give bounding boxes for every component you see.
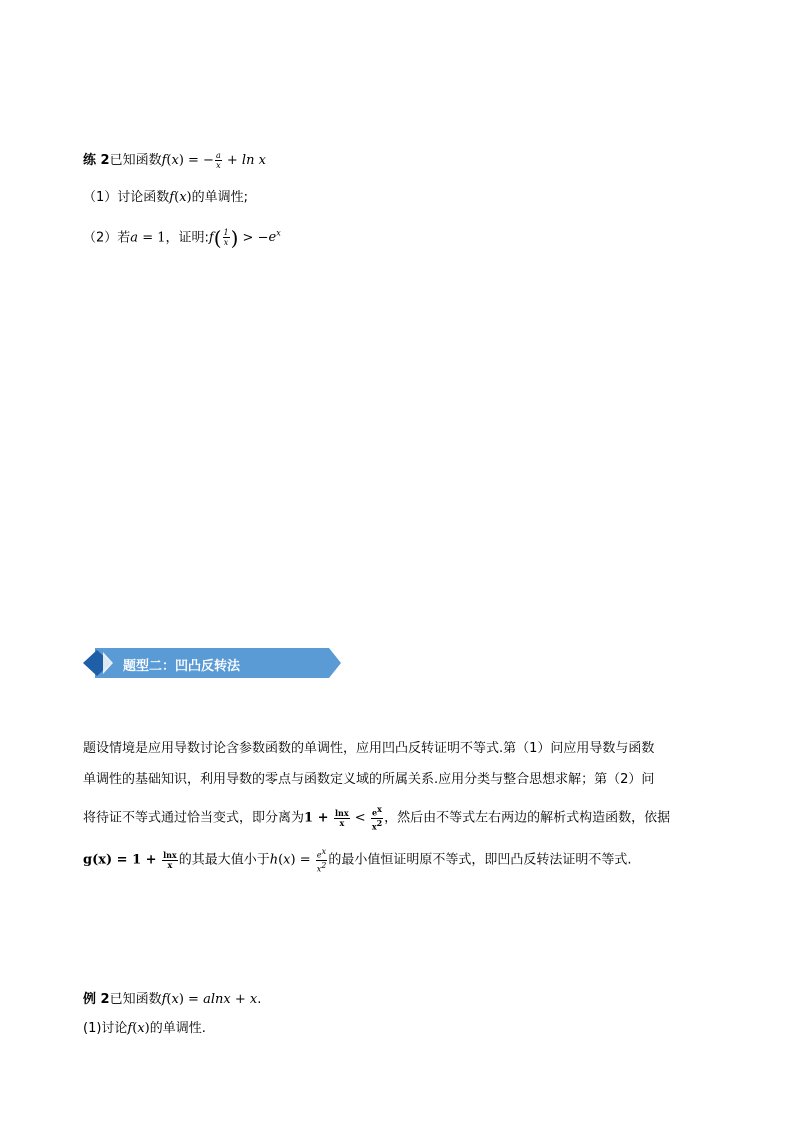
question-number: （1）: [83, 190, 118, 205]
description-line-4: g(x) = 1 + $\frac{\ln x}{x}$ 的其最大值小于h(x) = $\frac{e^x}{x^2}$ 的最小值恒证明原不等式，即凹凸反转法证明不等式.: [83, 847, 632, 874]
example-intro: 已知函数: [109, 992, 162, 1007]
description-line-2: 单调性的基础知识，利用导数的零点与函数定义域的所属关系.应用分类与整合思想求解；第（2）问: [83, 772, 655, 787]
question-inequality: f: [208, 230, 214, 246]
section-title: 题型二：凹凸反转法: [123, 659, 241, 674]
description-line-3: 将待证不等式通过恰当变式，即分离为1 + $\frac{\ln x}{x}$ < $\frac{e^x}{x^2}$ ，然后由不等式左右两边的解析式构造函数，依据: [83, 804, 671, 832]
description-line-1: 题设情境是应用导数讨论含参数函数的单调性，应用凹凸反转证明不等式.第（1）问应用导数与函数: [83, 741, 655, 756]
question-number: （2）: [83, 230, 118, 246]
question-condition: a: [130, 230, 139, 246]
example-2-question-1: (1)讨论f(x)的单调性.: [83, 1021, 206, 1036]
question-number: (1): [83, 1021, 102, 1036]
exercise-label: 练 2: [83, 153, 110, 168]
exercise-2-stem: 练 2已知函数f(x) = − $\frac{a}{x}$ + ln x: [83, 151, 266, 170]
question-separator: ，证明:: [165, 230, 209, 246]
question-function: f: [169, 190, 175, 205]
question-text: 讨论函数: [117, 190, 170, 205]
question-function: f: [127, 1021, 133, 1036]
exercise-intro: 已知函数: [109, 153, 162, 168]
question-text: 若: [117, 230, 131, 246]
example-2-stem: 例 2已知函数f(x) = alnx + x.: [83, 992, 262, 1007]
example-function: f: [161, 992, 167, 1007]
exercise-2-question-2: （2）若a = 1，证明:f( $\frac{1}{x}$ ) > $-e^x$: [83, 225, 281, 250]
function-expression: f: [161, 153, 167, 168]
exercise-2-question-1: （1）讨论函数f(x)的单调性;: [83, 190, 248, 205]
question-tail: 的单调性;: [191, 190, 248, 205]
section-banner: [83, 648, 343, 678]
question-text: 讨论: [101, 1021, 128, 1036]
question-tail: 的单调性.: [149, 1021, 206, 1036]
method-description: [83, 737, 703, 877]
example-label: 例 2: [83, 992, 110, 1007]
